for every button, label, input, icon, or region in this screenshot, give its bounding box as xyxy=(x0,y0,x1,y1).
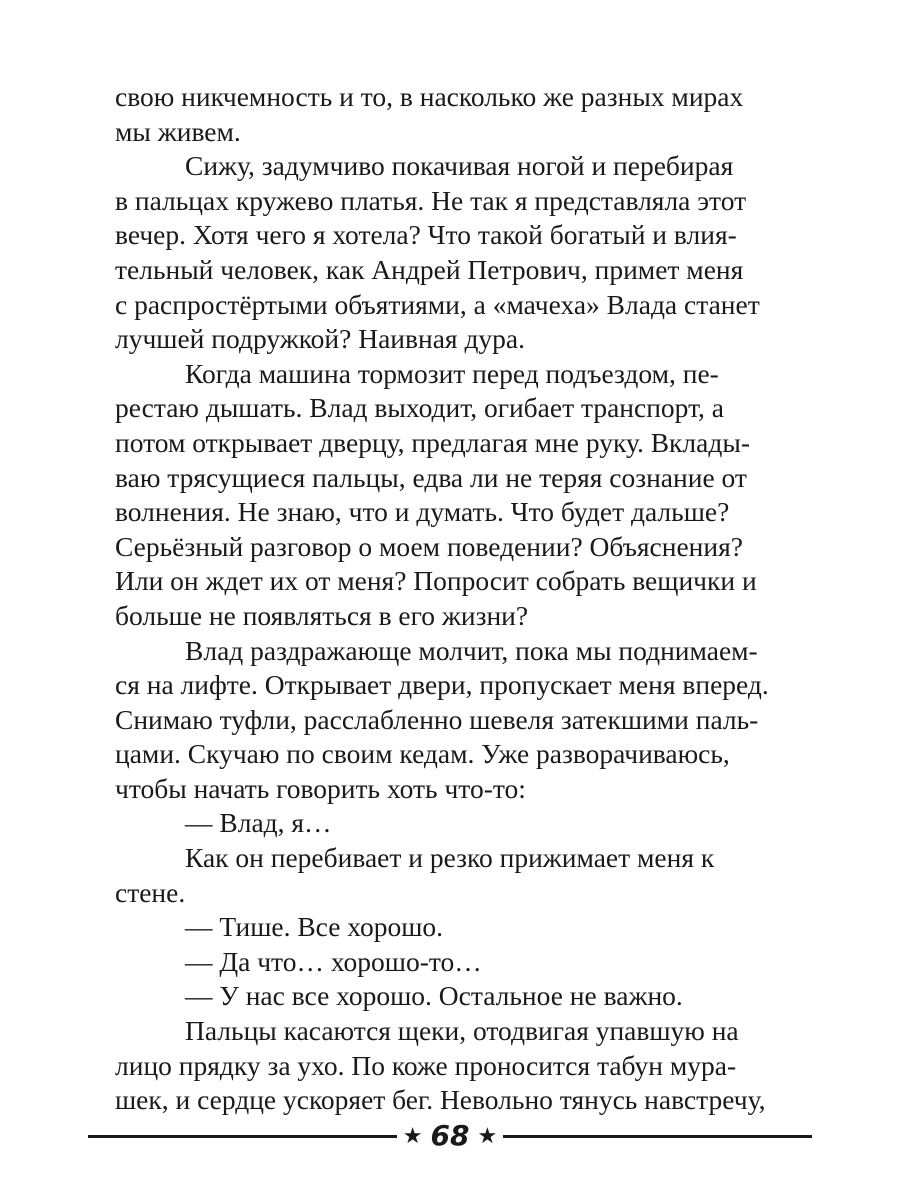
page-number: 68 xyxy=(430,1119,470,1152)
text-line: ся на лифте. Открывает двери, пропускает меня вперед. xyxy=(115,669,769,701)
text-line: волнения. Не знаю, что и думать. Что будет дальше? xyxy=(115,496,730,528)
star-icon: ★ xyxy=(477,1123,498,1148)
footer-rule-left xyxy=(88,1135,397,1138)
text-line: Серьёзный разговор о моем поведении? Объяснения? xyxy=(115,530,743,562)
text-line: лицо прядку за ухо. По коже проносится табун мура- xyxy=(115,1049,737,1081)
text-line: свою никчемность и то, в насколько же разных мирах xyxy=(115,81,744,112)
text-line: Снимаю туфли, расслабленно шевеля затекшими паль- xyxy=(115,703,759,735)
star-icon: ★ xyxy=(402,1123,423,1148)
text-line: Или он ждет их от меня? Попросит собрать вещички и xyxy=(115,565,757,597)
text-line: в пальцах кружево платья. Не так я представляла этот xyxy=(115,184,747,216)
text-line: — Да что… хорошо-то… xyxy=(185,945,482,977)
body-text xyxy=(115,80,787,1118)
text-line: — Влад, я… xyxy=(185,807,332,839)
text-line: ваю трясущиеся пальцы, едва ли не теряя сознание от xyxy=(115,461,747,493)
text-line: цами. Скучаю по своим кедам. Уже разворачиваюсь, xyxy=(115,738,730,770)
page-footer xyxy=(88,1118,812,1154)
text-line: — У нас все хорошо. Остальное не важно. xyxy=(185,980,683,1012)
text-line: стене. xyxy=(115,876,186,908)
footer-rule-right xyxy=(503,1135,812,1138)
text-line: Как он перебивает и резко прижимает меня к xyxy=(185,842,715,874)
text-line: лучшей подружкой? Наивная дура. xyxy=(115,323,526,355)
text-line: Влад раздражающе молчит, пока мы поднимаем- xyxy=(185,634,758,666)
text-line: потом открывает дверцу, предлагая мне руку. Вклады- xyxy=(115,426,750,458)
text-line: с распростёртыми объятиями, а «мачеха» Влада станет xyxy=(115,288,760,320)
text-line: Сижу, задумчиво покачивая ногой и перебирая xyxy=(185,150,734,182)
text-line: больше не появляться в его жизни? xyxy=(115,599,529,631)
text-line: — Тише. Все хорошо. xyxy=(185,911,444,943)
text-line: Пальцы касаются щеки, отодвигая упавшую на xyxy=(185,1015,739,1047)
text-line: чтобы начать говорить хоть что-то: xyxy=(115,772,526,804)
text-line: шек, и сердце ускоряет бег. Невольно тянусь навстречу, xyxy=(115,1084,766,1116)
text-line: мы живем. xyxy=(115,115,241,147)
text-line: тельный человек, как Андрей Петрович, примет меня xyxy=(115,253,744,285)
text-line: Когда машина тормозит перед подъездом, пе- xyxy=(185,357,719,389)
text-line: рестаю дышать. Влад выходит, огибает транспорт, а xyxy=(115,392,724,424)
text-line: вечер. Хотя чего я хотела? Что такой богатый и влия- xyxy=(115,219,737,251)
